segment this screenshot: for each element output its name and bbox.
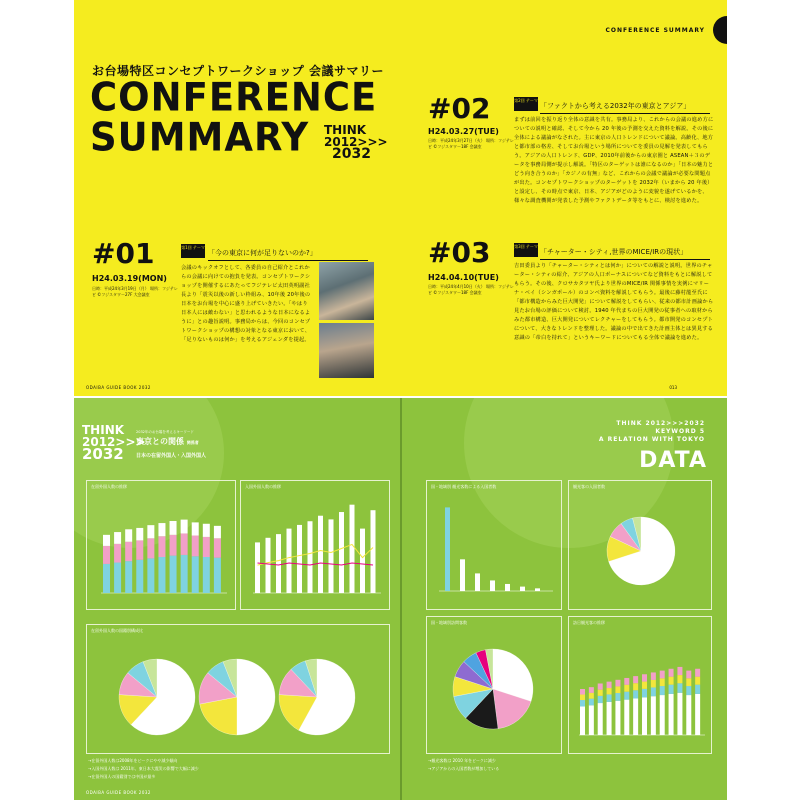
bar xyxy=(136,560,143,593)
bar xyxy=(192,522,199,535)
theme-tag: 第2回 テーマ xyxy=(514,97,538,111)
chart-panel xyxy=(426,480,562,610)
section-heading: 「チャーター・シティ,世界のMICE/IRの現状」 xyxy=(540,247,710,260)
spread-gutter xyxy=(400,398,402,800)
bar xyxy=(624,678,629,685)
bar xyxy=(147,525,154,538)
bar xyxy=(371,510,376,593)
bar xyxy=(297,525,302,593)
chart-panel xyxy=(240,480,390,610)
bar xyxy=(360,529,365,593)
panel-title: 国・地域別訪問客数 xyxy=(431,620,467,625)
bar xyxy=(589,693,594,699)
theme-tag: 第3回 テーマ xyxy=(514,243,538,257)
jp-subtitle: お台場特区コンセプトワークショップ 会議サマリー xyxy=(92,64,384,78)
bar xyxy=(266,538,271,593)
bar xyxy=(158,536,165,557)
bar xyxy=(255,542,260,593)
section-body: 会議のキックオフとして、各委員の自己紹介とこれからの会議に向けての抱負を発表。コンセプトワークショップを開催するにあたってフジテレビ太田英明副社長より「震災以後の新しい枠組み、10年後 20年後の日本をお台場を中心に盛り上げていきたい。「やはり日本人には敵わない」と思われるような日本になるように」との趣旨説明。事務局からは、今回のコンセプトワークショップの構想の対象となる東京において、「足りないものは何か」を考えるアジェンダを提起。 xyxy=(181,265,311,343)
meeting-photo xyxy=(319,323,374,378)
bar xyxy=(660,678,665,686)
section-number: #03 xyxy=(428,236,491,269)
bar xyxy=(677,693,682,735)
theme-tag: 第1回 テーマ xyxy=(181,244,205,258)
bar xyxy=(624,700,629,735)
left-title xyxy=(136,436,199,447)
bar xyxy=(686,671,691,679)
bar xyxy=(125,542,132,561)
section-body: 吉田委員より「チャーター・シティとは何か」についての解説と説明。世界のチャーター・シティの紹介、アジアの人口ボーナスについてなど資料をもとに解説してもらう。その後、クロサカタツヤ氏より世界のMICE/IR 関係事情を実例にマリーナ・ベイ（シンガポール）のコンベ資料を解説してもらう。最後に藤村龍至氏に「都市構造からみた巨大開発」について解説をしてもらい、従来の都市計画論から見たお台場の評価について検討。1940 年代まちの巨大開発の従事者への取材からみた都市構造、巨大開発についてレクチャーをしてもらう。都市開発のコンセプトについて、大きなトレンドを整理した。議論の中で出てきた計画主体とは異見する意識の「帝白を持れて」というキーワードについてもる全体で議論を進めた。 xyxy=(514,263,714,341)
bar xyxy=(607,688,612,694)
bar xyxy=(695,694,700,735)
section-meta: 日時：平成24年4月10日（火） 場所：フジテレビ ©フジスタワー18F 会議室 xyxy=(428,284,514,295)
bar xyxy=(615,686,620,693)
section-meta: 日時：平成24年3月27日（火） 場所：フジテレビ ©フジスタワー18F 会議室 xyxy=(428,138,514,149)
bar xyxy=(669,694,674,735)
data-word: DATA xyxy=(639,448,707,473)
bar xyxy=(669,677,674,685)
bar xyxy=(607,694,612,701)
panel-title: 入国外国人数の推移 xyxy=(245,484,281,489)
panel-title: 在留外国人数の国籍別構成比 xyxy=(91,628,143,633)
bar xyxy=(125,561,132,593)
bar xyxy=(350,505,355,593)
bar xyxy=(181,555,188,593)
bar xyxy=(651,680,656,688)
bar xyxy=(598,696,603,703)
page-tab-marker xyxy=(713,16,727,44)
think-block xyxy=(324,124,388,160)
right-header xyxy=(599,420,705,444)
bar xyxy=(170,556,177,593)
bar-line-chart xyxy=(241,481,391,611)
panel-title: 在留外国人数の推移 xyxy=(91,484,127,489)
bar xyxy=(624,692,629,700)
left-subtitle: 日本の在留外国人・入国外国人 xyxy=(136,453,207,459)
bar xyxy=(651,687,656,696)
bar xyxy=(460,559,465,591)
bar xyxy=(203,557,210,593)
bar xyxy=(677,667,682,675)
bar-chart xyxy=(427,481,563,611)
bar xyxy=(103,546,110,564)
bar xyxy=(103,564,110,593)
section-heading: 「ファクトから考える2032年の東京とアジア」 xyxy=(540,101,710,114)
footer-left: ODAIBA GUIDE BOOK 2032 xyxy=(86,385,151,390)
bar xyxy=(642,674,647,681)
note: →在留外国人数は2008年をピークにやや減少傾向 xyxy=(88,758,178,763)
bar xyxy=(580,706,585,735)
bar xyxy=(615,680,620,687)
panel-title: 訪日観光客の推移 xyxy=(573,620,605,625)
running-head: CONFERENCE SUMMARY xyxy=(605,27,705,34)
bar xyxy=(114,544,121,563)
right-head-line-2: KEYWORD 5 xyxy=(655,428,705,435)
bar xyxy=(580,700,585,706)
section-number: #01 xyxy=(92,237,155,270)
chart-panel xyxy=(426,616,562,754)
panel-title: 観光客の入国者数 xyxy=(573,484,605,489)
bar xyxy=(660,686,665,695)
bar xyxy=(660,695,665,735)
bar xyxy=(686,678,691,686)
note: →観光客数は 2010 年をピークに減少 xyxy=(428,758,496,763)
bar xyxy=(677,683,682,693)
chart-panel xyxy=(86,480,236,610)
pie-chart xyxy=(427,617,563,755)
left-title-text: 東京との関係 xyxy=(136,437,184,446)
bar xyxy=(633,676,638,683)
bar xyxy=(136,528,143,540)
bar xyxy=(624,685,629,692)
left-think-2032: 2032 xyxy=(82,445,124,463)
bar xyxy=(598,690,603,696)
bar xyxy=(214,538,221,557)
title-line-1: CONFERENCE xyxy=(90,74,378,121)
note: →入国外国人数は 2011年、東日本大震災の影響で大幅に減少 xyxy=(88,766,199,771)
bar xyxy=(580,695,585,701)
bar xyxy=(445,507,450,591)
bar xyxy=(615,701,620,735)
bar xyxy=(633,690,638,698)
bar xyxy=(203,524,210,537)
left-think-label: THINK xyxy=(82,423,125,437)
bar xyxy=(686,686,691,695)
bar xyxy=(651,672,656,680)
stacked-bar-chart xyxy=(569,617,713,755)
bar xyxy=(339,512,344,593)
bar xyxy=(686,695,691,735)
bar xyxy=(589,687,594,693)
bar xyxy=(276,534,281,593)
title-line-2: SUMMARY xyxy=(90,114,310,160)
keyword-caption: 2032年のお台場を考えるキーワード xyxy=(136,430,194,434)
bar xyxy=(505,584,510,591)
bar xyxy=(607,682,612,688)
series-line xyxy=(258,544,374,565)
pie-slice xyxy=(237,659,275,735)
bar xyxy=(147,558,154,593)
page-number: 013 xyxy=(669,385,677,390)
bar xyxy=(660,671,665,679)
bar xyxy=(475,573,480,591)
section-date: H24.04.10(TUE) xyxy=(428,273,499,282)
bar xyxy=(580,689,585,695)
bar xyxy=(695,669,700,677)
left-think-years: 2012>>> xyxy=(82,435,146,449)
bar xyxy=(287,529,292,593)
right-head-line-1: THINK 2012>>>2032 xyxy=(616,420,705,427)
bar xyxy=(589,699,594,706)
stacked-bar-chart xyxy=(87,481,237,611)
pie-chart xyxy=(569,481,713,611)
bar xyxy=(181,520,188,534)
bar xyxy=(170,535,177,556)
bar xyxy=(695,685,700,694)
bar xyxy=(318,516,323,593)
bar xyxy=(147,538,154,558)
top-spread xyxy=(74,0,727,396)
bar xyxy=(136,540,143,559)
section-date: H24.03.19(MON) xyxy=(92,274,167,283)
bar xyxy=(192,536,199,557)
section-body: まずは前回を振り返り全体の意識を共有。事務局より、これからの会議の進め方についての説明と確認、そして今から 20 年後の予測を交えた資料を解説。その後に全体による議論がなされた。主に東京の人口トレンドについて議論。高齢化、地方と都市部の格差、そしてお台場という場所についてを委員の見解を発表してもらう。アジアの人口トレンド、GDP、2010年前後からの東京圏と ASEAN＋３のデータを事務局側が提示し解説。「特区のターゲットは誰になるのか」「日本の魅力とどう向き合うのか」「カジノの有無」など、これからの会議で議論が必要な問題点が出た。コンセプトワークショップのターゲットを 2032年（いまから 20 年後）と設定し、その時点で東京、日本、アジアがどのように変貌を遂げているかを、様々な調査機関が発表した予測やファクトデータ等をもとに、検討を進めた。 xyxy=(514,117,714,204)
bottom-spread xyxy=(74,398,727,800)
think-years: 2012>>> xyxy=(324,135,388,149)
bar xyxy=(651,696,656,735)
bar xyxy=(520,587,525,591)
bar xyxy=(642,689,647,698)
bar xyxy=(125,529,132,541)
left-title-tag: 関係者 xyxy=(186,440,199,445)
section-heading: 「今の東京に何が足りないのか?」 xyxy=(208,248,368,261)
chart-panel xyxy=(86,624,390,754)
bar xyxy=(192,556,199,593)
bar xyxy=(308,521,313,593)
bar xyxy=(642,682,647,689)
chart-panel xyxy=(568,480,712,610)
section-date: H24.03.27(TUE) xyxy=(428,127,499,136)
bar xyxy=(181,533,188,554)
bar xyxy=(214,558,221,593)
series-line xyxy=(258,563,374,565)
bar xyxy=(170,521,177,535)
bar xyxy=(114,532,121,544)
bar xyxy=(633,698,638,735)
bar xyxy=(535,588,540,591)
pie-charts xyxy=(87,625,391,755)
bar xyxy=(607,702,612,735)
right-head-line-3: A RELATION WITH TOKYO xyxy=(598,436,705,443)
bar xyxy=(598,703,603,735)
bar xyxy=(642,697,647,735)
bar xyxy=(490,580,495,591)
note: →在留外国人の国籍別では中国が最多 xyxy=(88,774,156,779)
meeting-photo xyxy=(319,262,374,320)
think-label: THINK xyxy=(324,123,367,137)
bar xyxy=(214,526,221,538)
bar xyxy=(158,523,165,536)
bar xyxy=(329,519,334,593)
bar xyxy=(598,683,603,689)
bar xyxy=(615,693,620,701)
think-2032: 2032 xyxy=(332,146,371,162)
bar xyxy=(203,537,210,557)
section-meta: 日時：平成24年3月19日（月） 場所：フジテレビ ©フジスタワー27F 大会議室 xyxy=(92,286,178,297)
section-number: #02 xyxy=(428,92,491,125)
bar xyxy=(103,535,110,546)
bar xyxy=(589,705,594,735)
bar xyxy=(114,563,121,593)
bar xyxy=(695,677,700,685)
note: →アジアからの入国者数が増加している xyxy=(428,766,500,771)
bar xyxy=(677,675,682,683)
chart-panel xyxy=(568,616,712,754)
bar xyxy=(633,683,638,690)
bar xyxy=(669,669,674,677)
panel-title: 国・地域別 観光客数による入国者数 xyxy=(431,484,497,489)
bar xyxy=(669,685,674,694)
bar xyxy=(158,557,165,593)
footer-left: ODAIBA GUIDE BOOK 2032 xyxy=(86,790,151,795)
